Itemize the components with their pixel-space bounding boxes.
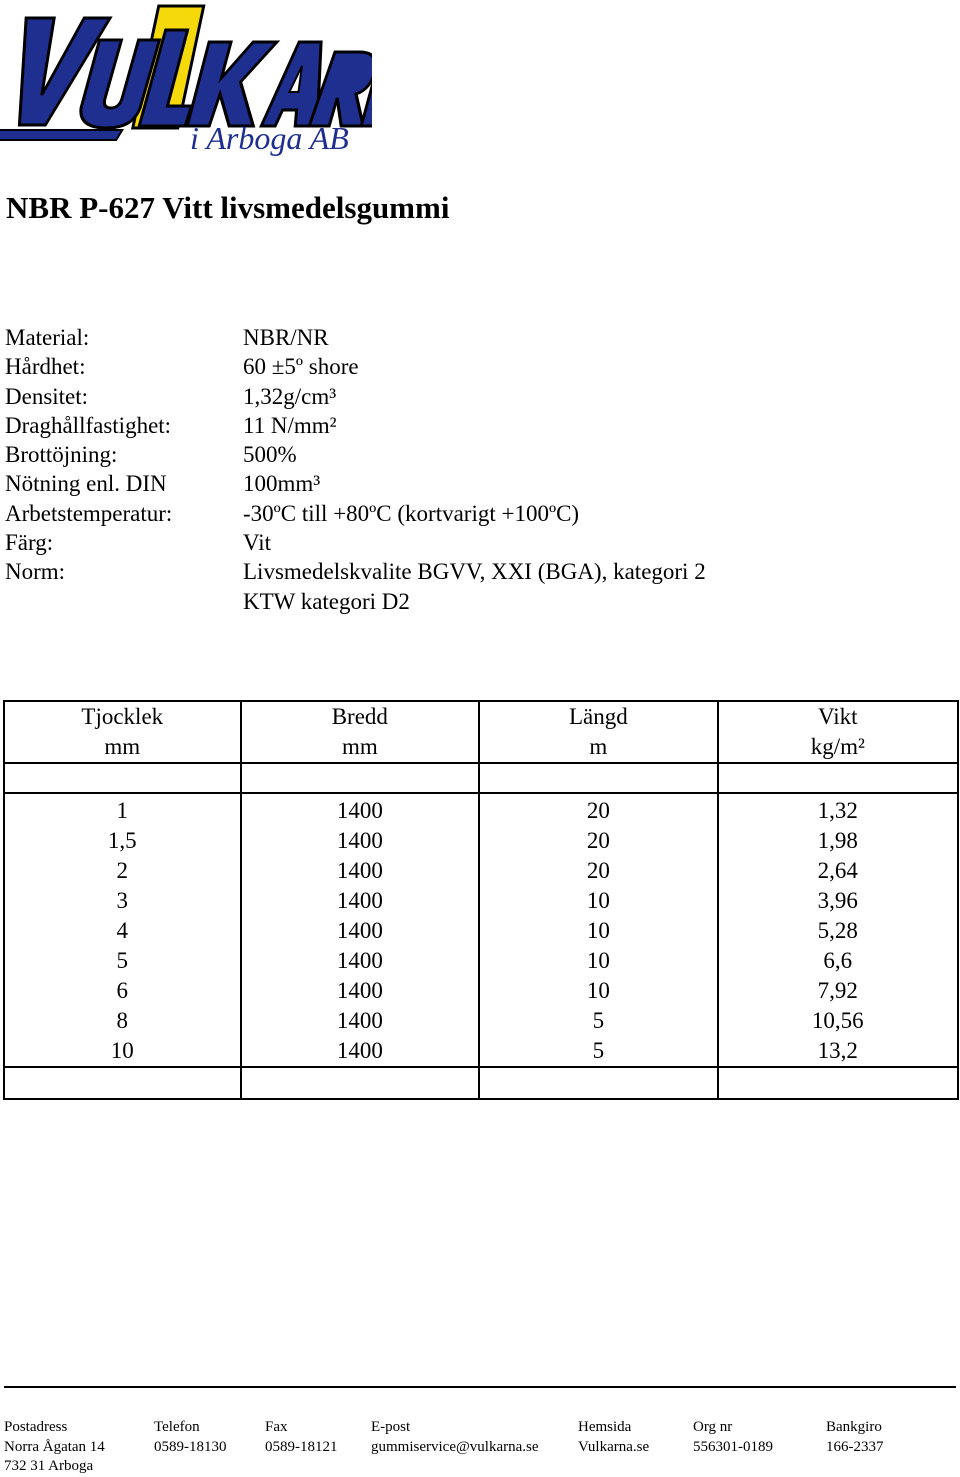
table-cell: 5	[479, 1006, 718, 1036]
vulkarna-logo	[0, 0, 372, 160]
property-label: Arbetstemperatur:	[5, 500, 173, 526]
property-row	[5, 469, 945, 498]
property-label: Hårdhet:	[5, 354, 86, 380]
property-row	[5, 382, 945, 411]
table-cell: 20	[479, 826, 718, 856]
property-row	[5, 352, 945, 381]
header-langd: Längd	[479, 701, 718, 732]
table-row	[4, 1006, 958, 1036]
table-cell: 1400	[241, 793, 480, 826]
empty-cell	[718, 763, 958, 793]
table-cell: 7,92	[718, 976, 958, 1006]
table-row	[4, 916, 958, 946]
unit-langd: m	[479, 732, 718, 763]
empty-cell	[241, 1067, 480, 1099]
table-cell: 5	[479, 1036, 718, 1067]
footer-postadress-line1: Norra Ågatan 14	[4, 1438, 105, 1455]
table-cell: 4	[4, 916, 241, 946]
table-cell: 20	[479, 856, 718, 886]
footer-epost-link[interactable]: gummiservice@vulkarna.se	[371, 1438, 539, 1455]
dimensions-table-wrapper	[3, 700, 959, 1100]
property-label: Brottöjning:	[5, 442, 118, 468]
table-cell: 10	[4, 1036, 241, 1067]
header-bredd: Bredd	[241, 701, 480, 732]
document-title: NBR P-627 Vitt livsmedelsgummi	[6, 190, 450, 225]
table-row	[4, 826, 958, 856]
property-row	[5, 528, 945, 557]
table-cell: 2,64	[718, 856, 958, 886]
table-cell: 13,2	[718, 1036, 958, 1067]
footer-fax	[265, 1418, 338, 1457]
footer-orgnr-value: 556301-0189	[693, 1438, 773, 1455]
footer-fax-label: Fax	[265, 1419, 288, 1435]
property-value: 100mm³	[243, 471, 321, 497]
header-vikt: Vikt	[718, 701, 958, 732]
property-row	[5, 411, 945, 440]
empty-cell	[479, 1067, 718, 1099]
property-label: Material:	[5, 325, 90, 350]
footer-orgnr	[693, 1418, 773, 1457]
property-label: Draghållfastighet:	[5, 412, 172, 438]
table-row	[4, 1036, 958, 1067]
table-cell: 2	[4, 856, 241, 886]
table-row	[4, 976, 958, 1006]
table-cell: 1400	[241, 916, 480, 946]
property-row	[5, 557, 945, 586]
empty-cell	[4, 763, 241, 793]
property-value: NBR/NR	[243, 325, 329, 350]
table-cell: 1,5	[4, 826, 241, 856]
table-cell: 3,96	[718, 886, 958, 916]
unit-tjocklek: mm	[4, 732, 241, 763]
unit-bredd: mm	[241, 732, 480, 763]
table-cell: 20	[479, 793, 718, 826]
table-cell: 10	[479, 886, 718, 916]
table-cell: 5	[4, 946, 241, 976]
table-cell: 1400	[241, 946, 480, 976]
property-label: Densitet:	[5, 383, 89, 409]
footer-hemsida-link[interactable]: Vulkarna.se	[578, 1438, 650, 1455]
footer-divider	[4, 1386, 956, 1388]
table-cell: 6	[4, 976, 241, 1006]
table-cell: 10,56	[718, 1006, 958, 1036]
properties-list	[5, 323, 945, 616]
table-cell: 10	[479, 916, 718, 946]
table-row	[4, 793, 958, 826]
unit-vikt: kg/m²	[718, 732, 958, 763]
header-tjocklek: Tjocklek	[4, 701, 241, 732]
footer-hemsida	[578, 1418, 649, 1457]
property-value: 1,32g/cm³	[243, 383, 337, 409]
property-value: 60 ±5º shore	[243, 354, 359, 380]
table-cell: 6,6	[718, 946, 958, 976]
table-body	[4, 793, 958, 1067]
table-cell: 10	[479, 976, 718, 1006]
table-cell: 1400	[241, 886, 480, 916]
table-row	[4, 946, 958, 976]
table-cell: 1400	[241, 1006, 480, 1036]
footer-orgnr-label: Org nr	[693, 1419, 733, 1435]
footer-postadress-label: Postadress	[4, 1419, 68, 1435]
footer-bankgiro-value: 166-2337	[826, 1438, 884, 1455]
table-cell: 1	[4, 793, 241, 826]
footer-bankgiro-label: Bankgiro	[826, 1419, 882, 1435]
table-cell: 1400	[241, 826, 480, 856]
table-cell: 10	[479, 946, 718, 976]
property-value: Vit	[243, 530, 272, 556]
footer-epost-label: E-post	[371, 1419, 411, 1435]
property-label: Nötning enl. DIN	[5, 471, 167, 497]
property-label: Färg:	[5, 530, 54, 556]
footer-fax-value: 0589-18121	[265, 1438, 338, 1455]
table-cell: 8	[4, 1006, 241, 1036]
footer-hemsida-label: Hemsida	[578, 1419, 632, 1435]
property-value: 500%	[243, 442, 297, 468]
table-cell: 5,28	[718, 916, 958, 946]
table-cell: 1400	[241, 856, 480, 886]
empty-cell	[241, 763, 480, 793]
empty-cell	[4, 1067, 241, 1099]
property-value: -30ºC till +80ºC (kortvarigt +100ºC)	[243, 500, 580, 526]
property-value: 11 N/mm²	[243, 412, 337, 438]
table-row	[4, 856, 958, 886]
property-label: Norm:	[5, 559, 66, 585]
table-cell: 1400	[241, 1036, 480, 1067]
table-row	[4, 886, 958, 916]
table-cell: 1,32	[718, 793, 958, 826]
property-row	[5, 587, 945, 616]
empty-cell	[479, 763, 718, 793]
footer-telefon-value: 0589-18130	[154, 1438, 227, 1455]
svg-text:i Arboga AB: i Arboga AB	[190, 120, 349, 156]
footer-postadress-line2: 732 31 Arboga	[4, 1458, 94, 1474]
footer-bankgiro	[826, 1418, 884, 1457]
table-cell: 1,98	[718, 826, 958, 856]
property-value: KTW kategori D2	[243, 588, 410, 614]
footer-postadress	[4, 1418, 105, 1477]
empty-cell	[718, 1067, 958, 1099]
property-row	[5, 499, 945, 528]
footer-epost	[371, 1418, 539, 1457]
footer-telefon-label: Telefon	[154, 1419, 200, 1435]
property-value: Livsmedelskvalite BGVV, XXI (BGA), kategori 2	[243, 559, 706, 585]
dimensions-table	[3, 700, 959, 1100]
footer-telefon	[154, 1418, 227, 1457]
property-row	[5, 440, 945, 469]
property-row	[5, 323, 945, 352]
table-cell: 1400	[241, 976, 480, 1006]
table-cell: 3	[4, 886, 241, 916]
